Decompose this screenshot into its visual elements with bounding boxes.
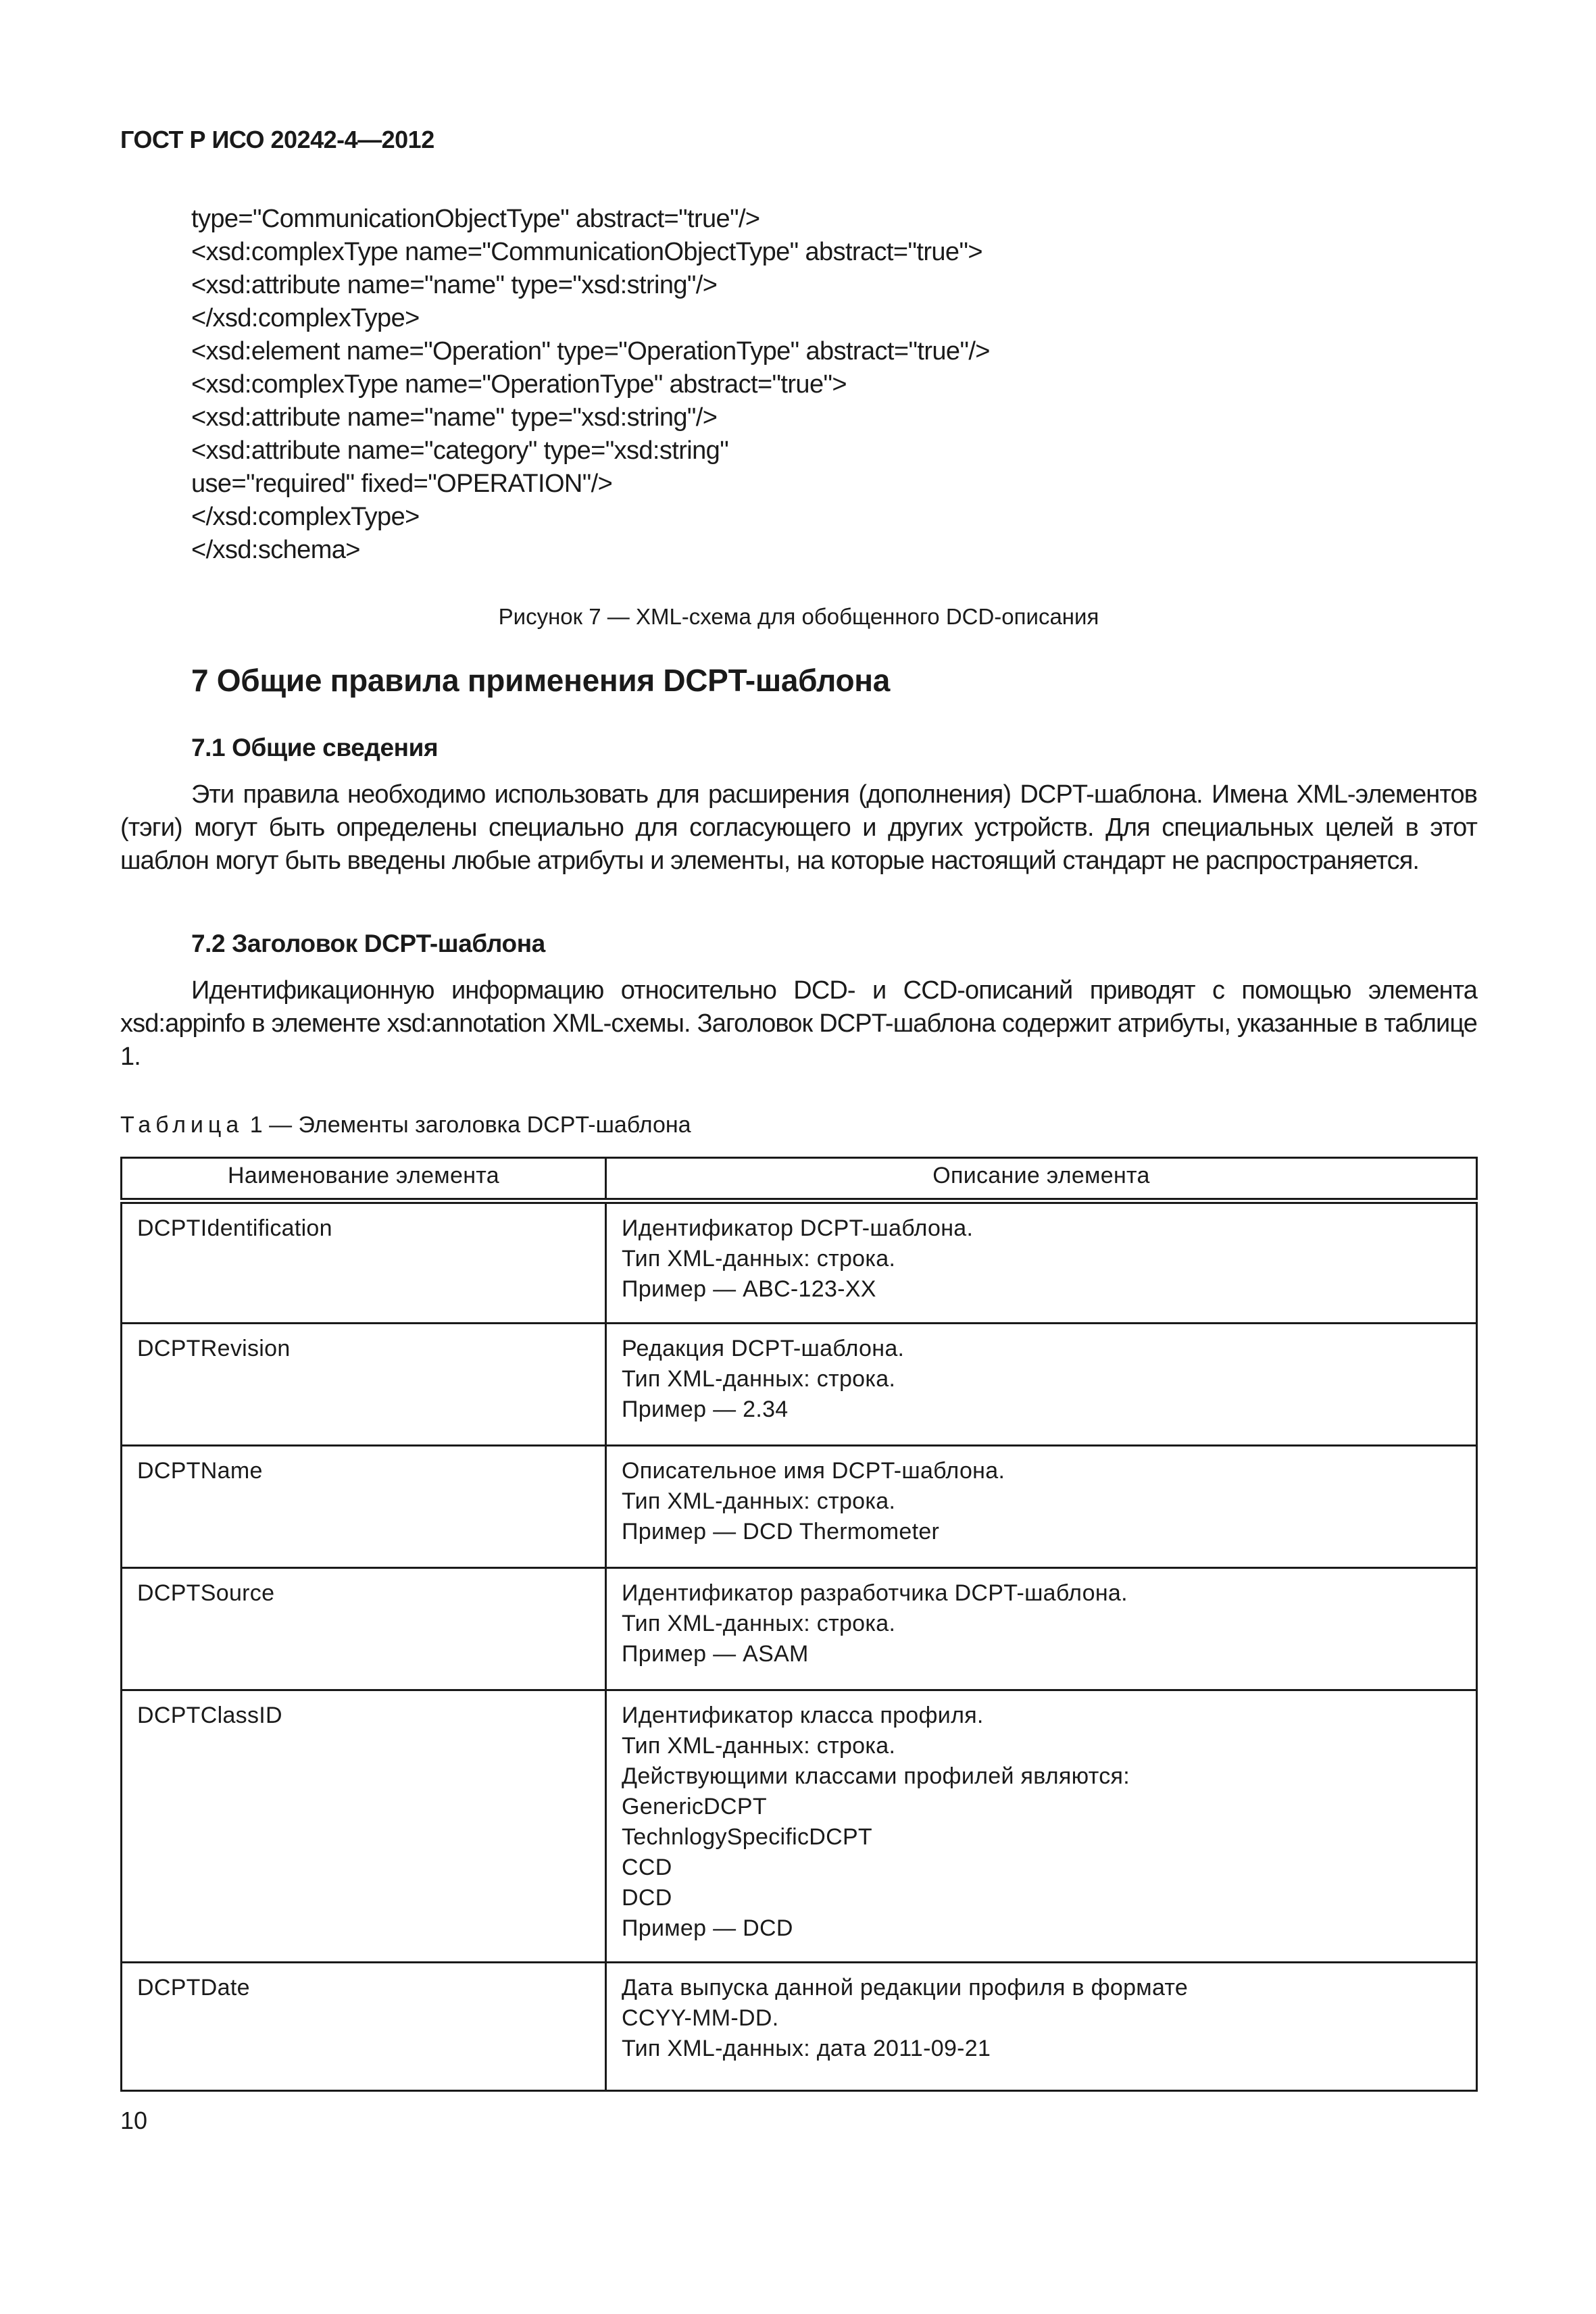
section-heading: 7 Общие правила применения DCPT-шаблона: [191, 663, 891, 698]
table-header-row: [122, 1158, 1477, 1201]
description-line: Пример — ABC-123-XX: [622, 1276, 876, 1302]
code-line: </xsd:complexType>: [191, 304, 420, 332]
code-line: type="CommunicationObjectType" abstract="true"/>: [191, 205, 760, 233]
description-line: Тип XML-данных: строка.: [622, 1733, 896, 1759]
table-caption: [120, 1112, 691, 1138]
description-line: Идентификатор DCPT-шаблона.: [622, 1215, 974, 1241]
description-line: DCD: [622, 1885, 672, 1911]
element-name-cell: DCPTDate: [122, 1963, 606, 2091]
description-line: TechnlogySpecificDCPT: [622, 1824, 873, 1850]
element-description-cell: [606, 1963, 1477, 2091]
table-body: [122, 1201, 1477, 2091]
code-line: <xsd:attribute name="name" type="xsd:string"/>: [191, 403, 718, 432]
description-line: Действующими классами профилей являются:: [622, 1763, 1130, 1789]
description-line: Пример — DCD Thermometer: [622, 1519, 940, 1544]
code-line: <xsd:attribute name="category" type="xsd:string": [191, 436, 729, 465]
table-row: [122, 1201, 1477, 1324]
description-line: Описательное имя DCPT-шаблона.: [622, 1458, 1005, 1484]
description-line: Дата выпуска данной редакции профиля в формате: [622, 1975, 1189, 2001]
element-description-cell: [606, 1690, 1477, 1963]
description-line: Пример — ASAM: [622, 1641, 809, 1667]
figure-caption: Рисунок 7 — XML-схема для обобщенного DCD-описания: [498, 604, 1099, 629]
description-line: Идентификатор класса профиля.: [622, 1703, 984, 1728]
paragraph-7-1: Эти правила необходимо использовать для расширения (дополнения) DCPT-шаблона. Имена XML-элементов (тэги) могут быть определены специально для согласующего и других устройств. Для специальных целей в этот шаблон могут быть введены любые атрибуты и элементы, на которые настоящий стандарт не распространяется.: [120, 780, 1477, 875]
code-line: <xsd:complexType name="OperationType" abstract="true">: [191, 370, 847, 399]
element-name-cell: DCPTName: [122, 1446, 606, 1568]
code-line: </xsd:complexType>: [191, 503, 420, 531]
element-description-cell: [606, 1324, 1477, 1446]
paragraph-7-2: Идентификационную информацию относительно DCD- и CCD-описаний приводят с помощью элемента xsd:appinfo в элементе xsd:annotation XML-схемы. Заголовок DCPT-шаблона содержит атрибуты, указанные в таблице 1.: [120, 976, 1477, 1071]
subsection-heading-7-1: 7.1 Общие сведения: [191, 734, 439, 761]
elements-table: [120, 1157, 1478, 2092]
xml-code-block: [191, 203, 990, 567]
description-line: Тип XML-данных: строка.: [622, 1488, 896, 1514]
code-line: <xsd:complexType name="CommunicationObjectType" abstract="true">: [191, 238, 982, 266]
element-name-cell: DCPTRevision: [122, 1324, 606, 1446]
code-line: <xsd:element name="Operation" type="OperationType" abstract="true"/>: [191, 337, 990, 366]
code-line: use="required" fixed="OPERATION"/>: [191, 470, 613, 498]
description-line: Пример — 2.34: [622, 1397, 789, 1422]
description-line: CCD: [622, 1855, 672, 1880]
code-line: </xsd:schema>: [191, 536, 360, 564]
table-row: [122, 1446, 1477, 1568]
description-line: CCYY-MM-DD.: [622, 2005, 779, 2031]
column-header-description: Описание элемента: [606, 1158, 1477, 1201]
column-header-name: Наименование элемента: [122, 1158, 606, 1201]
element-name-cell: DCPTClassID: [122, 1690, 606, 1963]
table-caption-title: 1 — Элементы заголовка DCPT-шаблона: [243, 1112, 691, 1138]
element-name-cell: DCPTIdentification: [122, 1201, 606, 1324]
description-line: Тип XML-данных: дата 2011-09-21: [622, 2036, 991, 2061]
subsection-heading-7-2: 7.2 Заголовок DCPT-шаблона: [191, 930, 545, 957]
table-row: [122, 1963, 1477, 2091]
description-line: GenericDCPT: [622, 1794, 767, 1819]
page-number: 10: [120, 2107, 148, 2134]
element-description-cell: [606, 1446, 1477, 1568]
document-header: ГОСТ Р ИСО 20242-4—2012: [120, 126, 434, 153]
description-line: Тип XML-данных: строка.: [622, 1366, 896, 1392]
element-name-cell: DCPTSource: [122, 1568, 606, 1690]
description-line: Пример — DCD: [622, 1915, 793, 1941]
description-line: Тип XML-данных: строка.: [622, 1246, 896, 1272]
table-row: [122, 1568, 1477, 1690]
element-description-cell: [606, 1568, 1477, 1690]
description-line: Идентификатор разработчика DCPT-шаблона.: [622, 1580, 1128, 1606]
element-description-cell: [606, 1201, 1477, 1324]
description-line: Редакция DCPT-шаблона.: [622, 1336, 905, 1361]
table-row: [122, 1324, 1477, 1446]
code-line: <xsd:attribute name="name" type="xsd:string"/>: [191, 271, 718, 299]
table-row: [122, 1690, 1477, 1963]
table-caption-prefix: Таблица: [120, 1112, 244, 1138]
description-line: Тип XML-данных: строка.: [622, 1611, 896, 1636]
